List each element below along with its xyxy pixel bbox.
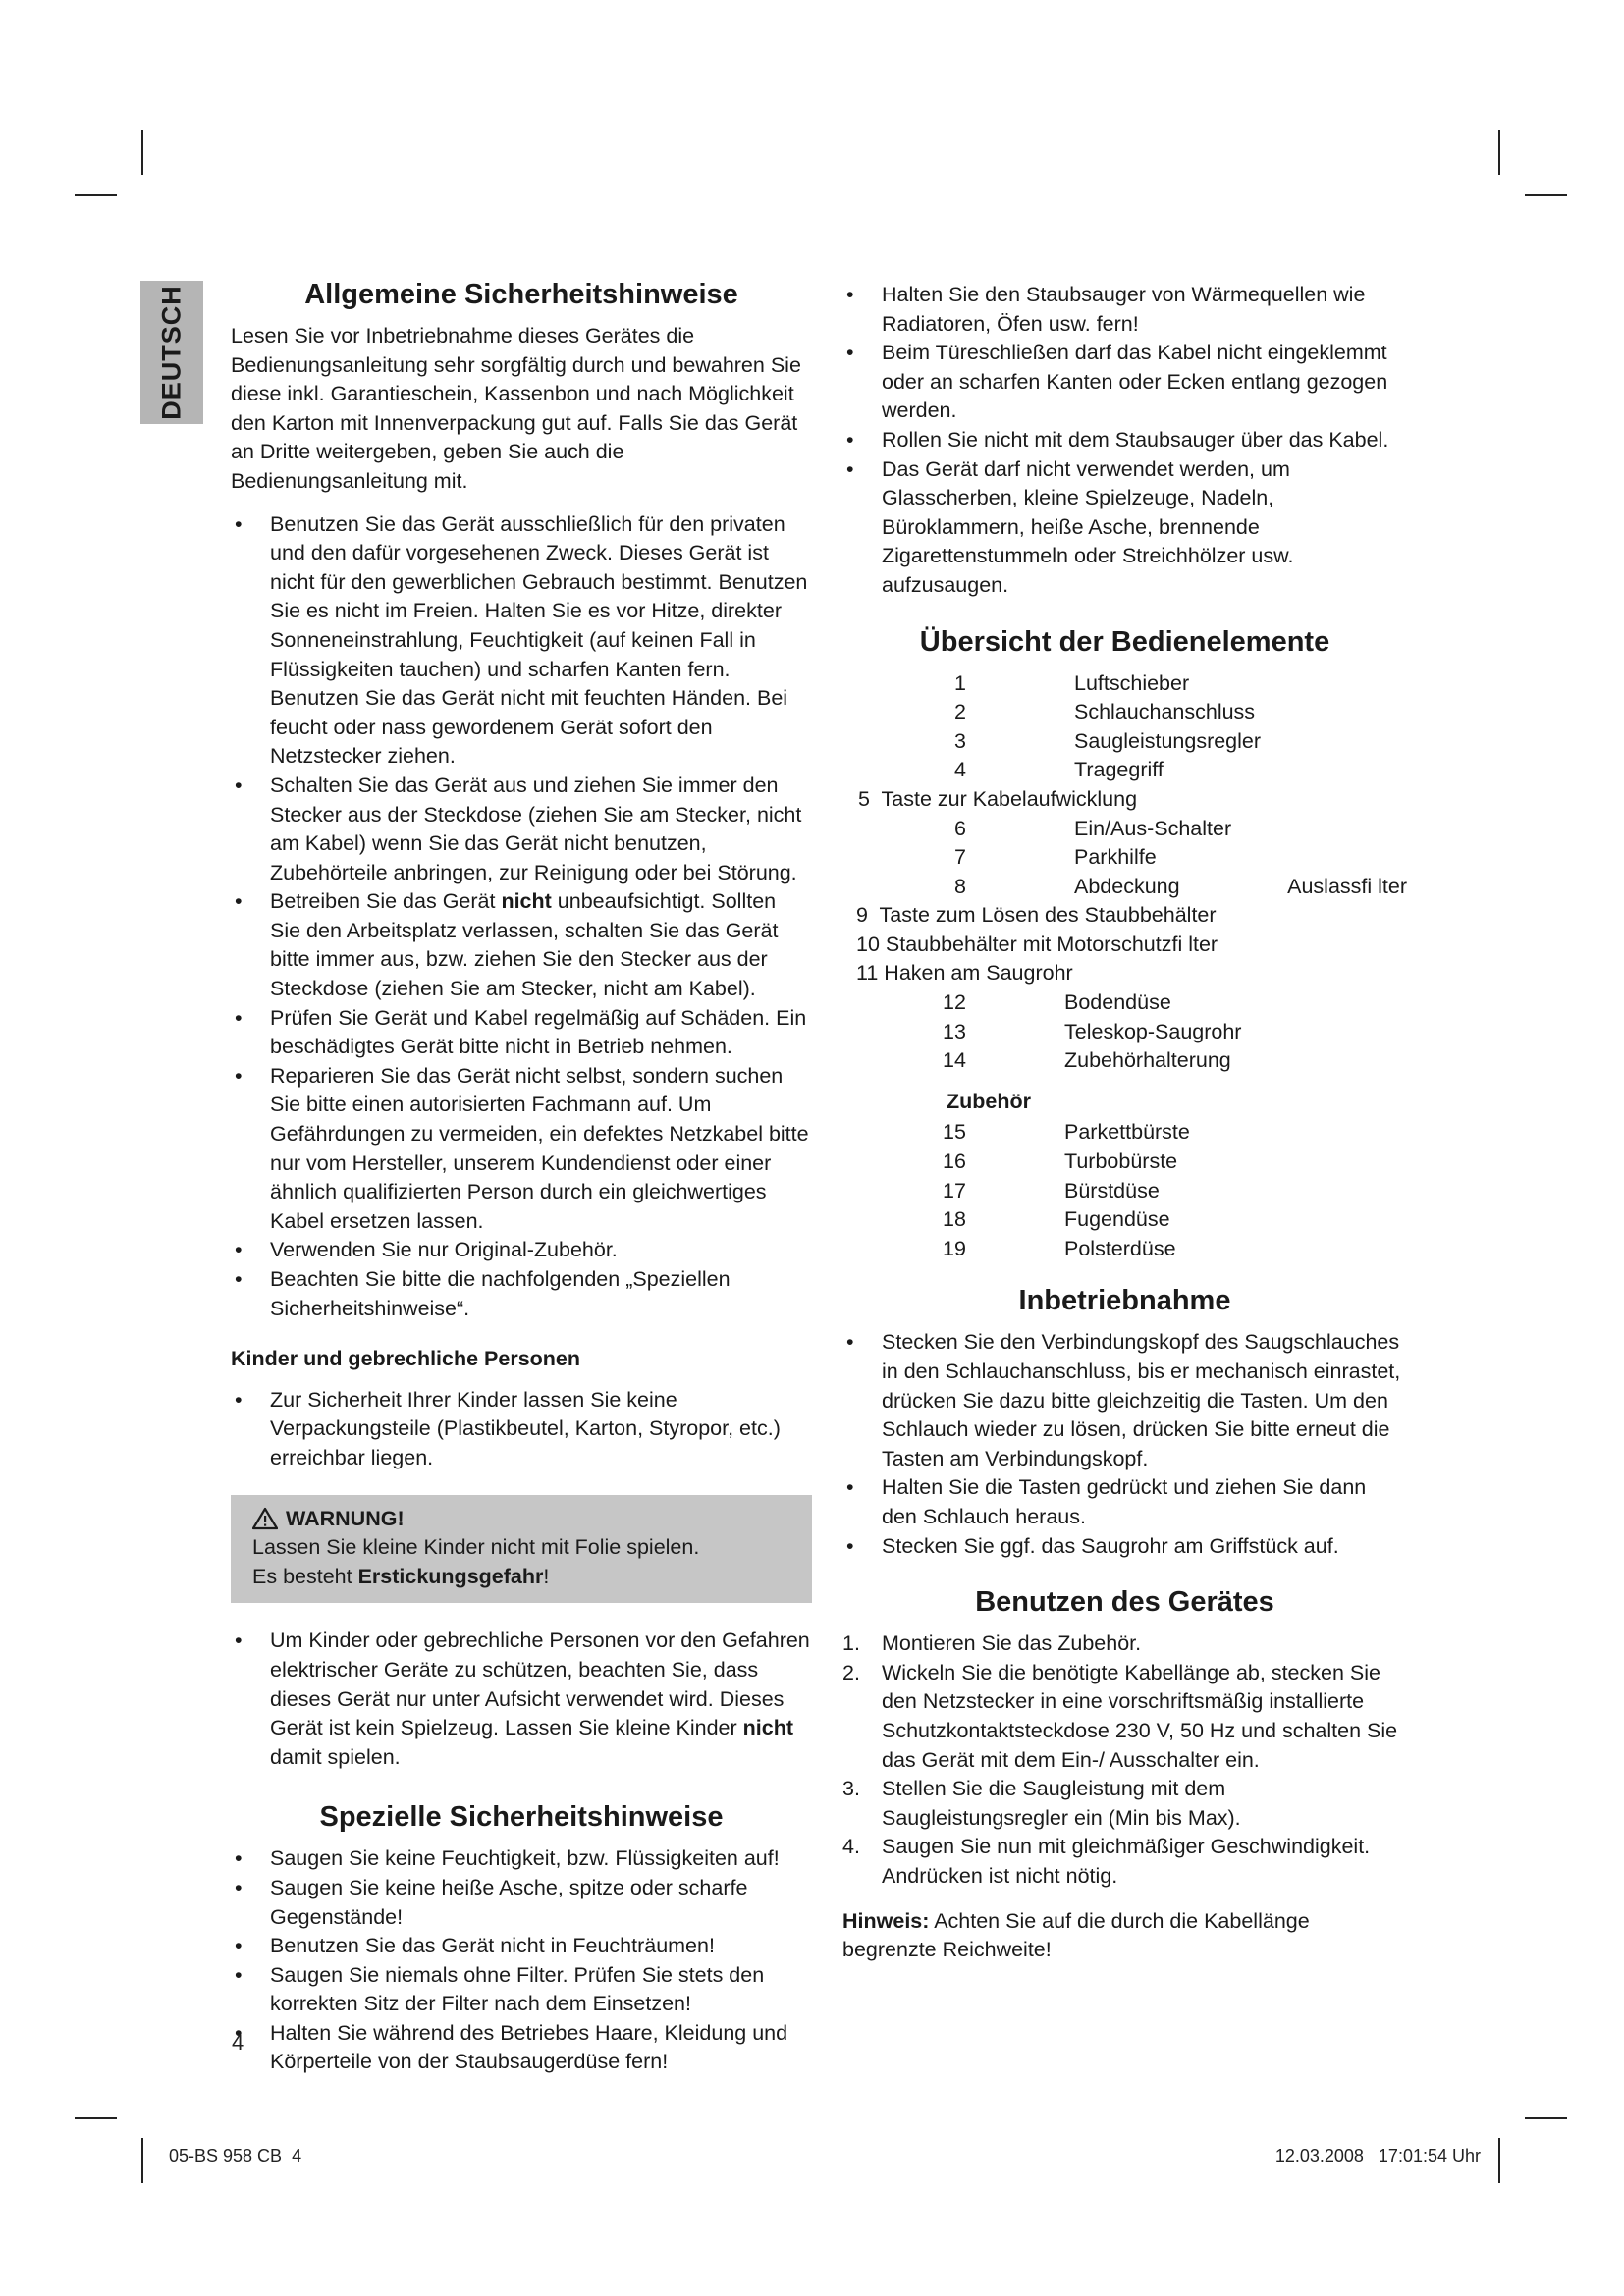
crop-mark [1498,2138,1500,2183]
control-row: 3 Saugleistungsregler [954,728,1262,753]
crop-mark [75,194,117,196]
control-row: 7 Parkhilfe [954,845,1157,870]
accessory-row: 19 Polsterdüse [943,1236,1176,1260]
list-item: • Saugen Sie niemals ohne Filter. Prüfen Sie stets den korrekten Sitz der Filter nach dem Einsetzen! [231,1961,812,2019]
list-item: • Saugen Sie keine heiße Asche, spitze oder scharfe Gegenstände! [231,1874,812,1932]
list-item: • Saugen Sie keine Feuchtigkeit, bzw. Flüssigkeiten auf! [231,1844,812,1874]
list-item: • Rollen Sie nicht mit dem Staubsauger über das Kabel. [842,426,1407,455]
crop-mark [75,2117,117,2119]
warning-line-2: Es besteht Erstickungsgefahr! [252,1564,550,1588]
footer-document-id: 05-BS 958 CB 4 [169,2146,302,2165]
crop-mark [1525,194,1567,196]
warning-line-1: Lassen Sie kleine Kinder nicht mit Folie spielen. [252,1535,700,1560]
warning-box [231,1495,812,1604]
list-item: • Halten Sie die Tasten gedrückt und ziehen Sie dann den Schlauch heraus. [842,1473,1407,1531]
control-row: 5 Taste zur Kabelaufwicklung [858,786,1138,811]
accessories-list [842,1118,1407,1263]
list-item: • Zur Sicherheit Ihrer Kinder lassen Sie keine Verpackungsteile (Plastikbeutel, Karton, Styropor, etc.) erreichbar liegen. [231,1386,812,1473]
section-title-usage: Benutzen des Gerätes [975,1586,1274,1619]
left-column [231,277,812,2077]
accessory-row: 18 Fugendüse [943,1207,1170,1232]
usage-steps [842,1629,1407,1891]
children-heading: Kinder und gebrechliche Personen [231,1347,581,1371]
control-row: 4 Tragegriff [954,758,1164,782]
control-row: 12 Bodendüse [943,990,1171,1015]
list-item: • Halten Sie den Staubsauger von Wärmequellen wie Radiatoren, Öfen usw. fern! [842,281,1407,339]
list-item: • Betreiben Sie das Gerät nicht unbeaufsichtigt. Sollten Sie den Arbeitsplatz verlassen, schalten Sie das Gerät bitte immer aus, bzw. ziehen Sie den Stecker aus der Steckdose (ziehen Sie am Stecker, nicht am Kabel). [231,887,812,1003]
note-paragraph: Hinweis: Achten Sie auf die durch die Kabellänge begrenzte Reichweite! [842,1908,1310,1962]
general-safety-list [231,510,812,1324]
list-item: • Beachten Sie bitte die nachfolgenden „Speziellen Sicherheitshinweise“. [231,1265,812,1323]
list-item: • Stecken Sie den Verbindungskopf des Saugschlauches in den Schlauchanschluss, bis er mechanisch einrastet, drücken Sie dazu bitte gleichzeitig die Tasten. Um den Schlauch wieder zu lösen, drücken Sie bitte erneut die Tasten am Verbindungskopf. [842,1328,1407,1473]
section-title-general-safety: Allgemeine Sicherheitshinweise [304,279,738,310]
accessory-row: 17 Bürstdüse [943,1178,1160,1202]
accessories-heading: Zubehör [947,1089,1031,1113]
crop-mark [141,2138,143,2183]
list-item: • Benutzen Sie das Gerät nicht in Feuchträumen! [231,1932,812,1961]
intro-paragraph: Lesen Sie vor Inbetriebnahme dieses Gerätes die Bedienungsanleitung sehr sorgfältig durch und bewahren Sie diese inkl. Garantieschein, Kassenbon und nach Möglichkeit den Karton mit Innenverpackung gut auf. Falls Sie das Gerät an Dritte weitergeben, geben Sie auch die Bedienungsanleitung mit. [231,324,801,493]
crop-mark [1525,2117,1567,2119]
children-list [231,1386,812,1473]
warning-triangle-icon [252,1507,278,1530]
control-row: 6 Ein/Aus-Schalter [954,816,1232,840]
footer-timestamp: 12.03.2008 17:01:54 Uhr [1274,2146,1481,2165]
list-item: • Stecken Sie ggf. das Saugrohr am Griffstück auf. [842,1532,1407,1562]
right-column [842,277,1407,1965]
list-item: • Halten Sie während des Betriebes Haare, Kleidung und Körperteile von der Staubsaugerdüse fern! [231,2019,812,2077]
inbetrieb-list [842,1328,1407,1561]
control-row: 2 Schlauchanschluss [954,700,1256,724]
crop-mark [1498,130,1500,175]
list-item: • Prüfen Sie Gerät und Kabel regelmäßig auf Schäden. Ein beschädigtes Gerät bitte nicht in Betrieb nehmen. [231,1004,812,1062]
list-item: 2. Wickeln Sie die benötigte Kabellänge ab, stecken Sie den Netzstecker in eine vorschriftsmäßig installierte Schutzkontaktsteckdose 230 V, 50 Hz und schalten Sie das Gerät mit dem Ein-/ Ausschalter ein. [842,1660,1398,1772]
control-row: 9 Taste zum Lösen des Staubbehälter [856,903,1217,928]
list-item: • Beim Türeschließen darf das Kabel nicht eingeklemmt oder an scharfen Kanten oder Ecken entlang gezogen werden. [842,339,1407,426]
warning-title: WARNUNG! [252,1505,790,1534]
special-safety-list [231,1844,812,2077]
list-item: • Reparieren Sie das Gerät nicht selbst, sondern suchen Sie bitte einen autorisierten Fachmann auf. Um Gefährdungen zu vermeiden, ein defektes Netzkabel bitte nur vom Hersteller, unserem Kundendienst oder einer ähnlich qualifizierten Person durch ein gleichwertiges Kabel ersetzen lassen. [231,1062,812,1237]
control-row: 10 Staubbehälter mit Motorschutzfi lter [856,932,1218,956]
section-title-controls: Übersicht der Bedienelemente [919,625,1330,658]
additional-safety-list [842,281,1407,601]
control-row: 8 Abdeckung Auslassfi lter [954,874,1407,898]
section-title-inbetriebnahme: Inbetriebnahme [1018,1285,1231,1317]
language-tab-label: DEUTSCH [156,285,187,420]
list-item: • Benutzen Sie das Gerät ausschließlich für den privaten und den dafür vorgesehenen Zweck. Dieses Gerät ist nicht für den gewerblichen Gebrauch bestimmt. Benutzen Sie es nicht im Freien. Halten Sie es vor Hitze, direkter Sonneneinstrahlung, Feuchtigkeit (auf keinen Fall in Flüssigkeiten tauchen) und scharfen Kanten fern. Benutzen Sie das Gerät nicht mit feuchten Händen. Bei feucht oder nass gewordenem Gerät sofort den Netzstecker ziehen. [231,510,812,772]
control-row: 14 Zubehörhalterung [943,1048,1231,1073]
list-item: 4. Saugen Sie nun mit gleichmäßiger Geschwindigkeit. Andrücken ist nicht nötig. [842,1835,1371,1888]
list-item: 1. Montieren Sie das Zubehör. [842,1631,1142,1656]
controls-list [842,669,1407,1076]
language-tab [140,281,203,424]
crop-mark [141,130,143,175]
list-item: • Um Kinder oder gebrechliche Personen vor den Gefahren elektrischer Geräte zu schützen, beachten Sie, dass dieses Gerät nur unter Aufsicht verwendet wird. Dieses Gerät ist kein Spielzeug. Lassen Sie kleine Kinder nicht damit spielen. [231,1627,812,1772]
page-number: 4 [232,2030,244,2055]
accessory-row: 16 Turbobürste [943,1149,1178,1174]
list-item: 3. Stellen Sie die Saugleistung mit dem Saugleistungsregler ein (Min bis Max). [842,1777,1241,1830]
list-item: • Das Gerät darf nicht verwendet werden, um Glasscherben, kleine Spielzeuge, Nadeln, Büroklammern, heiße Asche, brennende Zigarettenstummeln oder Streichhölzer usw. aufzusaugen. [842,455,1407,601]
children-list-2 [231,1627,812,1772]
list-item: • Schalten Sie das Gerät aus und ziehen Sie immer den Stecker aus der Steckdose (ziehen Sie am Stecker, nicht am Kabel) wenn Sie das Gerät nicht benutzen, Zubehörteile anbringen, zur Reinigung oder bei Störung. [231,772,812,887]
control-row: 11 Haken am Saugrohr [856,961,1073,986]
control-row: 13 Teleskop-Saugrohr [943,1019,1242,1043]
list-item: • Verwenden Sie nur Original-Zubehör. [231,1236,812,1265]
section-title-special-safety: Spezielle Sicherheitshinweise [319,1801,724,1834]
accessory-row: 15 Parkettbürste [943,1120,1190,1145]
control-row: 1 Luftschieber [954,670,1190,695]
